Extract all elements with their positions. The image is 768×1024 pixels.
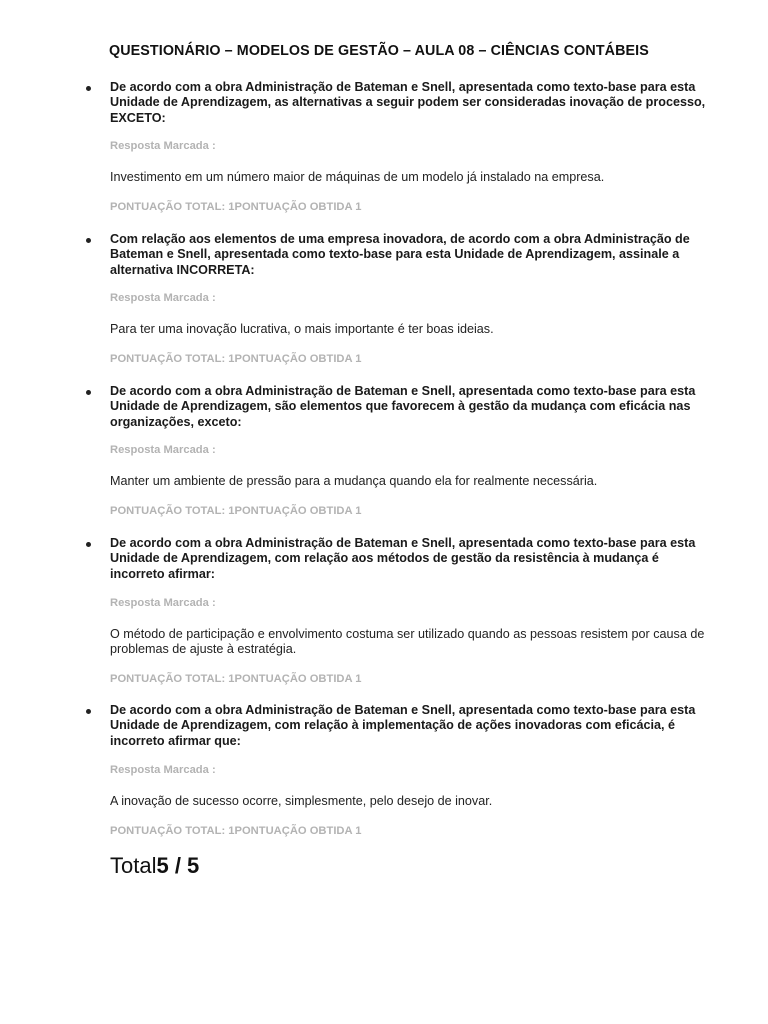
question-text: De acordo com a obra Administração de Bateman e Snell, apresentada como texto-base para esta Unidade de Aprendizagem, as alternativas a seguir podem ser consideradas inovação de processo, EXCETO: xyxy=(110,80,706,125)
bullet-icon xyxy=(86,542,91,547)
answer-text: A inovação de sucesso ocorre, simplesmente, pelo desejo de inovar. xyxy=(110,794,493,808)
score-text: PONTUAÇÃO TOTAL: 1PONTUAÇÃO OBTIDA 1 xyxy=(110,673,362,685)
answer-label: Resposta Marcada : xyxy=(110,597,216,609)
answer-label: Resposta Marcada : xyxy=(110,444,216,456)
score-text: PONTUAÇÃO TOTAL: 1PONTUAÇÃO OBTIDA 1 xyxy=(110,825,362,837)
total-score xyxy=(110,853,199,879)
question-text: Com relação aos elementos de uma empresa inovadora, de acordo com a obra Administração de Bateman e Snell, apresentada como texto-base para esta Unidade de Aprendizagem, assinale a alternativa INCORRETA: xyxy=(110,232,690,277)
answer-text: O método de participação e envolvimento costuma ser utilizado quando as pessoas resistem por causa de problemas de ajuste à estratégia. xyxy=(110,627,705,657)
total-value: 5 / 5 xyxy=(156,853,200,878)
answer-text: Investimento em um número maior de máquinas de um modelo já instalado na empresa. xyxy=(110,170,605,184)
answer-label: Resposta Marcada : xyxy=(110,292,216,304)
score-text: PONTUAÇÃO TOTAL: 1PONTUAÇÃO OBTIDA 1 xyxy=(110,505,362,517)
bullet-icon xyxy=(86,238,91,243)
page-title: QUESTIONÁRIO – MODELOS DE GESTÃO – AULA 08 – CIÊNCIAS CONTÁBEIS xyxy=(109,43,649,59)
answer-label: Resposta Marcada : xyxy=(110,764,216,776)
bullet-icon xyxy=(86,709,91,714)
bullet-icon xyxy=(86,390,91,395)
score-text: PONTUAÇÃO TOTAL: 1PONTUAÇÃO OBTIDA 1 xyxy=(110,353,362,365)
answer-text: Para ter uma inovação lucrativa, o mais importante é ter boas ideias. xyxy=(110,322,494,336)
score-text: PONTUAÇÃO TOTAL: 1PONTUAÇÃO OBTIDA 1 xyxy=(110,201,362,213)
question-text: De acordo com a obra Administração de Bateman e Snell, apresentada como texto-base para esta Unidade de Aprendizagem, são elementos que favorecem à gestão da mudança com eficácia nas organizações, exceto: xyxy=(110,384,696,429)
total-label: Total xyxy=(110,853,157,878)
question-text: De acordo com a obra Administração de Bateman e Snell, apresentada como texto-base para esta Unidade de Aprendizagem, com relação aos métodos de gestão da resistência à mudança é incorreto afirmar: xyxy=(110,536,696,581)
answer-text: Manter um ambiente de pressão para a mudança quando ela for realmente necessária. xyxy=(110,474,598,488)
question-text: De acordo com a obra Administração de Bateman e Snell, apresentada como texto-base para esta Unidade de Aprendizagem, com relação à implementação de ações inovadoras com eficácia, é incorreto afirmar que: xyxy=(110,703,696,748)
bullet-icon xyxy=(86,86,91,91)
answer-label: Resposta Marcada : xyxy=(110,140,216,152)
